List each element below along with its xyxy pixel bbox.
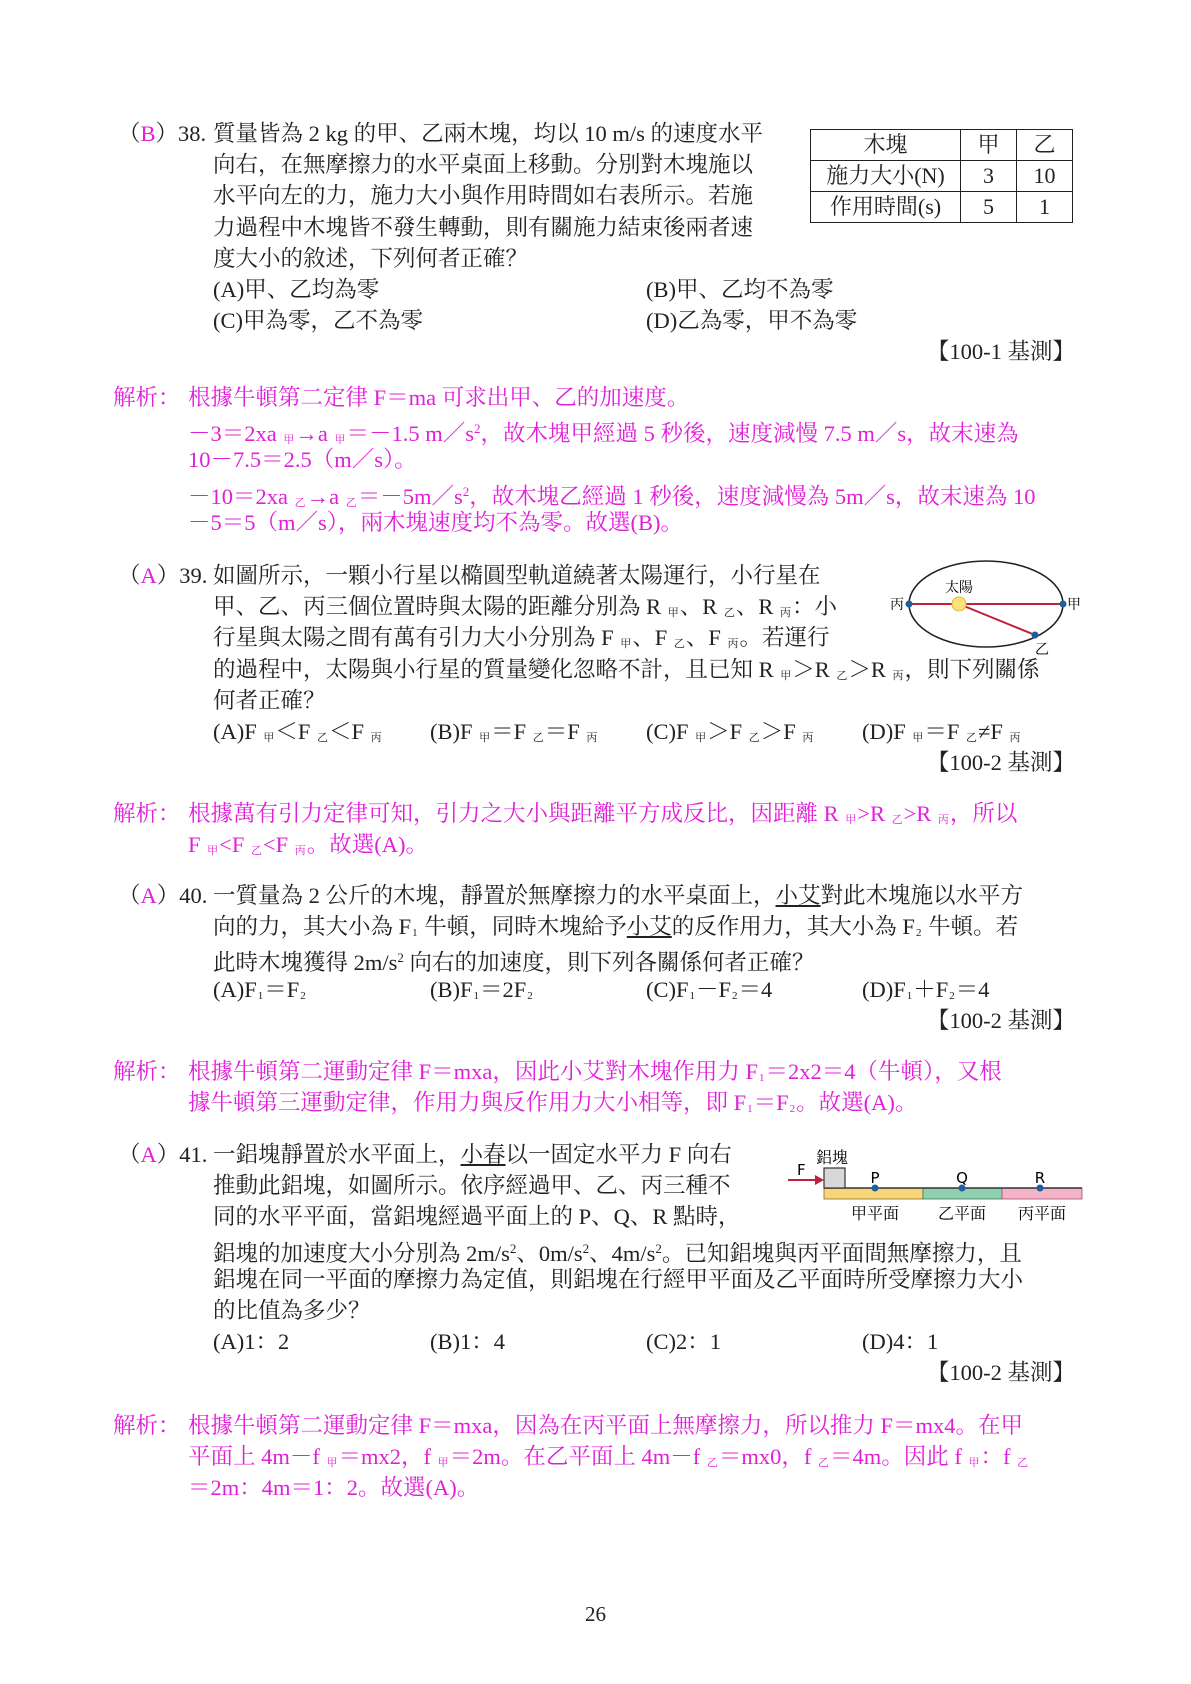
superscript: 2 [474,421,481,437]
text-run: 同的水平平面，當鋁塊經過平面上的 P、Q、R 點時， [213,1204,741,1230]
analysis-line [0,1441,1191,1472]
text-run: ＝F [491,718,532,744]
text-run: >R [857,801,891,826]
text-run: →a [306,483,345,509]
question-prefix [118,118,206,149]
text-run: 水平向左的力，施力大小與作用時間如右表所示。若施 [213,183,754,209]
analysis-line [0,444,1191,475]
text-run: 、F [685,625,727,651]
text-run: ＝4m。因此 f [830,1444,968,1470]
subscript: 乙 [294,496,306,509]
subscript: 甲 [667,607,679,620]
question-line [0,1295,1191,1326]
text-run: 。已知鋁塊與丙平面間無摩擦力，且 [661,1240,1022,1266]
answer-letter: A [140,1142,157,1167]
text-run: 根據牛頓第二定律 F＝ma 可求出甲、乙的加速度。 [188,385,690,410]
text-run: －10＝2xa [188,483,294,509]
options-row [0,1326,1191,1357]
subscript: 1 [759,1072,765,1084]
paren-close: ） [155,121,179,146]
surface-diagram [780,1140,1085,1225]
subscript: 2 [949,989,955,1002]
subscript: 甲 [263,731,275,744]
text-run: (B)1：4 [430,1329,505,1355]
analysis-label: 解析： [113,1413,181,1438]
text-run: 如圖所示，一顆小行星以橢圓型軌道繞著太陽運行，小行星在 [213,563,821,588]
option-D [862,716,1022,754]
subscript: 乙 [250,845,262,858]
subscript: 丙 [892,669,904,682]
question-number: 39. [179,563,208,588]
text-run: F [188,832,207,858]
subscript: 1 [412,927,418,940]
sun-to-yi-line [959,604,1035,635]
option-B [430,716,598,754]
text-run: (C)甲為零，乙不為零 [213,308,423,334]
subscript: 甲 [437,1457,449,1470]
text-run: 根據萬有引力定律可知，引力之大小與距離平方成反比，因距離 R [188,801,845,826]
text-run: 行星與太陽之間有萬有引力大小分別為 F [213,625,620,651]
question-number: 40. [179,883,208,908]
jia-label: 甲 [1067,597,1081,613]
analysis-line [0,1087,1191,1118]
text-run: 甲、乙、丙三個位置時與太陽的距離分別為 R [213,594,667,620]
text-run: (A)1：2 [213,1329,290,1355]
text-run: (A)甲、乙均為零 [213,276,380,302]
analysis-line [0,476,1191,507]
text-run: 。故選(A)。 [306,832,429,858]
text-run: 的比值為多少？ [213,1297,371,1323]
analysis-40 [0,1056,1191,1118]
subscript: 2 [915,927,922,940]
question-line [0,1264,1191,1295]
text-run: ＞F [760,718,802,744]
superscript: 2 [462,483,470,499]
text-run: (A)F [213,718,263,744]
subscript: 乙 [345,496,357,509]
text-run: 度大小的敘述，下列何者正確？ [213,245,529,271]
table-cell: 3 [961,161,1017,192]
exam-source: 【100-2 基測】 [926,1007,1075,1033]
analysis-39 [0,798,1191,860]
text-run: <F [219,832,250,858]
subscript: 丙 [937,814,949,826]
text-run: ，所以 [949,801,1018,826]
underlined-name: 小艾 [775,883,821,908]
subscript: 丙 [294,845,306,858]
paren-close: ） [156,883,180,908]
text-run: 一鋁塊靜置於水平面上， [213,1142,461,1167]
text-run: ＋F [913,976,949,1002]
text-run: 平面上 4m－f [188,1444,326,1470]
point-jia [1060,601,1067,608]
table-cell: 10 [1017,161,1073,192]
subscript: 乙 [532,731,544,744]
text-run: ≠F [978,718,1009,744]
options-row [0,305,1191,336]
text-run: 向右，在無摩擦力的水平桌面上移動。分別對木塊施以 [213,152,754,178]
analysis-line [0,507,1191,538]
force-time-table [810,129,1073,223]
sun-label: 太陽 [945,580,973,596]
text-run: ＝F [753,1090,789,1116]
options-row [0,974,1191,1005]
subscript: 甲 [695,731,707,744]
question-line [0,911,1191,942]
text-run: －3＝2xa [188,421,283,447]
exam-source: 【100-2 基測】 [926,1360,1075,1386]
analysis-line [0,798,1191,829]
text-run: ＜F [329,718,370,744]
analysis-label: 解析： [113,1059,181,1084]
analysis-41 [0,1410,1191,1504]
option-A [213,1326,289,1357]
text-run: 。若運行 [739,625,830,651]
subscript: 丙 [727,638,739,651]
option-B [430,974,534,1012]
force-arrow-head [815,1175,824,1185]
yi-label: 乙 [1035,642,1049,658]
sun-icon [952,597,966,611]
subscript: 乙 [1017,1457,1029,1470]
subscript: 甲 [334,434,346,447]
question-line [0,243,1191,274]
option-C [646,716,814,754]
option-C [646,1326,721,1357]
text-run: 推動此鋁塊，如圖所示。依序經過甲、乙、丙三種不 [213,1173,731,1199]
option-B [646,274,834,305]
text-run: 根據牛頓第二運動定律 F＝mxa，因為在丙平面上無摩擦力，所以推力 F＝mx4。在甲 [188,1413,1024,1438]
subscript: 乙 [317,731,329,744]
subscript: 乙 [673,638,685,651]
surface-jia-label: 甲平面 [850,1204,900,1223]
text-run: 、R [679,594,723,620]
text-run: 。故選(A)。 [796,1090,918,1116]
underlined-name: 小艾 [626,914,672,940]
point-p-label: P [870,1169,880,1187]
subscript: 甲 [912,731,924,744]
table-header-cell: 木塊 [811,130,961,161]
analysis-line [0,1410,1191,1441]
text-run: ＝2m。在乙平面上 4m－f [449,1444,706,1470]
text-run: →a [295,421,334,447]
answer-letter: A [140,563,157,588]
text-run: (B)F [430,718,479,744]
text-run: ＝F [264,976,300,1002]
answer-letter: A [140,883,157,908]
text-run: －5＝5（m／s），兩木塊速度均不為零。故選(B)。 [188,509,684,535]
text-run: 力過程中木塊皆不發生轉動，則有關施力結束後兩者速 [213,214,754,240]
text-run: 向的力，其大小為 F [213,914,412,940]
subscript: 1 [747,1103,753,1116]
question-prefix [118,880,207,911]
superscript: 2 [582,1240,590,1256]
subscript: 2 [789,1103,796,1116]
subscript: 1 [257,989,264,1002]
text-run: (D)F [862,718,912,744]
text-run: 據牛頓第三運動定律，作用力與反作用力大小相等，即 F [188,1090,747,1116]
options-row [0,716,1191,747]
subscript: 2 [527,989,533,1002]
text-run: ＝－5m／s [357,483,463,509]
subscript: 甲 [620,638,632,651]
question-line [0,685,1191,716]
paren-open: （ [118,121,141,146]
subscript: 丙 [370,731,382,744]
table-row [811,192,1073,223]
question-prefix [118,1139,207,1170]
exam-source: 【100-1 基測】 [926,339,1075,365]
bing-label: 丙 [890,597,904,613]
text-run: (D)F [862,976,906,1002]
analysis-label: 解析： [113,385,181,410]
answer-letter: B [140,121,156,146]
subscript: 1 [689,989,696,1002]
text-run: ，故木塊甲經過 5 秒後，速度減慢 7.5 m／s，故末速為 [480,421,1019,447]
paren-open: （ [118,883,141,908]
analysis-line [0,1472,1191,1503]
subscript: 乙 [891,814,903,826]
question-prefix [118,560,207,591]
subscript: 丙 [802,731,814,744]
subscript: 丙 [586,731,598,744]
analysis-38 [0,382,1191,538]
superscript: 2 [509,1240,517,1256]
text-run: ＞R [848,656,892,682]
text-run: (B)F [430,976,473,1002]
question-number: 41. [179,1142,208,1167]
text-run: ＝mx2，f [338,1444,437,1470]
subscript: 2 [732,989,738,1002]
text-run: (C)2：1 [646,1329,721,1355]
text-run: 牛頓。若 [922,914,1019,940]
text-run: (A)F [213,976,257,1002]
text-run: ＞R [792,656,836,682]
text-run: 、4m/s [589,1240,656,1266]
analysis-line [0,829,1191,860]
subscript: 甲 [326,1457,338,1470]
subscript: 2 [300,989,306,1002]
aluminum-block [824,1168,845,1188]
option-D [862,974,990,1012]
text-run: 、R [735,594,780,620]
text-run: ＝F [924,718,966,744]
point-bing [906,601,913,608]
subscript: 1 [906,989,913,1002]
subscript: 丙 [780,607,792,620]
text-run: 根據牛頓第二運動定律 F＝mxa，因此小艾對木塊作用力 F [188,1059,759,1084]
option-A [213,716,383,754]
subscript: 甲 [283,434,295,447]
analysis-label: 解析： [113,801,181,826]
text-run: ，故木塊乙經過 1 秒後，速度減慢為 5m／s，故末速為 10 [469,483,1036,509]
subscript: 乙 [723,607,735,620]
text-run: ＝2m：4m＝1：2。故選(A)。 [188,1475,480,1501]
text-run: 牛頓，同時木塊給予 [418,914,627,940]
text-run: >R [903,801,937,826]
analysis-line [0,413,1191,447]
text-run: ＝2F [480,976,527,1002]
exam-source: 【100-2 基測】 [926,750,1075,776]
superscript: 2 [655,1240,662,1256]
point-q-label: Q [956,1169,968,1187]
analysis-line [0,1056,1191,1087]
paren-open: （ [118,1142,141,1167]
text-run: ＝－1.5 m／s [346,421,475,447]
option-A [213,974,307,1012]
subscript: 甲 [780,669,792,682]
table-cell: 施力大小(N) [811,161,961,192]
paren-close: ） [156,563,180,588]
option-D [646,305,857,336]
text-run: 向右的加速度，則下列各關係何者正確？ [403,950,815,976]
text-run: (C)F [646,718,695,744]
text-run: ：f [980,1444,1017,1470]
table-header-cell: 甲 [961,130,1017,161]
text-run: (B)甲、乙均不為零 [646,276,834,302]
subscript: 甲 [207,845,219,858]
option-C [646,974,772,1012]
subscript: 甲 [845,814,857,826]
paren-open: （ [118,563,141,588]
superscript: 2 [397,950,404,966]
text-run: 何者正確？ [213,687,326,713]
text-run: 質量皆為 2 kg 的甲、乙兩木塊，均以 10 m/s 的速度水平 [213,121,764,146]
point-r-label: R [1034,1169,1046,1187]
text-run: 、0m/s [516,1240,583,1266]
text-run: (C)F [646,976,689,1002]
table-cell: 1 [1017,192,1073,223]
text-run: (D)4：1 [862,1329,939,1355]
options-row [0,274,1191,305]
table-header-cell: 乙 [1017,130,1073,161]
question-line [0,942,1191,976]
text-run: ＝F [544,718,586,744]
option-A [213,274,379,305]
subscript: 甲 [968,1457,980,1470]
force-label: F [797,1161,806,1179]
table-cell: 5 [961,192,1017,223]
subscript: 1 [473,989,480,1002]
text-run: 10－7.5＝2.5（m／s）。 [188,447,417,473]
subscript: 乙 [966,731,978,744]
question-line [0,1233,1191,1264]
surface-bing-label: 丙平面 [1017,1204,1067,1223]
text-run: ＝mx0，f [718,1444,817,1470]
text-run: (D)乙為零，甲不為零 [646,308,858,334]
underlined-name: 小春 [460,1142,506,1167]
question-number: 38. [178,121,207,146]
text-run: 此時木塊獲得 2m/s [213,950,398,976]
text-run: ，則下列關係 [904,656,1040,682]
text-run: ＜F [275,718,317,744]
text-run: ：小 [792,594,838,620]
text-run: 對此木塊施以水平方 [820,883,1024,908]
question-line [0,880,1191,911]
text-run: 鋁塊在同一平面的摩擦力為定值，則鋁塊在行經甲平面及乙平面時所受摩擦力大小 [213,1266,1024,1292]
text-run: ＝4 [955,976,990,1002]
option-D [862,1326,938,1357]
subscript: 乙 [818,1457,829,1470]
subscript: 乙 [748,731,760,744]
text-run: ＞F [707,718,748,744]
text-run: ＝4 [738,976,773,1002]
text-run: 以一固定水平力 F 向右 [505,1142,732,1167]
text-run: 鋁塊的加速度大小分別為 2m/s [213,1240,510,1266]
subscript: 丙 [1009,731,1021,744]
orbit-diagram [880,550,1090,660]
subscript: 乙 [836,669,848,682]
option-C [213,305,423,336]
text-run: 的反作用力，其大小為 F [671,914,915,940]
text-run: 、F [632,625,673,651]
text-run: ＝2x2＝4（牛頓），又根 [765,1059,1002,1084]
text-run: －F [696,976,732,1002]
subscript: 甲 [479,731,491,744]
point-yi [1032,632,1039,639]
text-run: 的過程中，太陽與小行星的質量變化忽略不計，且已知 R [213,656,780,682]
table-header-row [811,130,1073,161]
analysis-line [0,382,1191,413]
subscript: 乙 [706,1457,718,1470]
question-40 [0,880,1191,1036]
text-run: <F [262,832,294,858]
table-cell: 作用時間(s) [811,192,961,223]
paren-close: ） [156,1142,180,1167]
surface-yi-label: 乙平面 [937,1204,987,1223]
block-label: 鋁塊 [816,1148,849,1167]
page-number: 26 [585,1602,606,1626]
table-row [811,161,1073,192]
text-run: 一質量為 2 公斤的木塊，靜置於無摩擦力的水平桌面上， [213,883,776,908]
option-B [430,1326,505,1357]
